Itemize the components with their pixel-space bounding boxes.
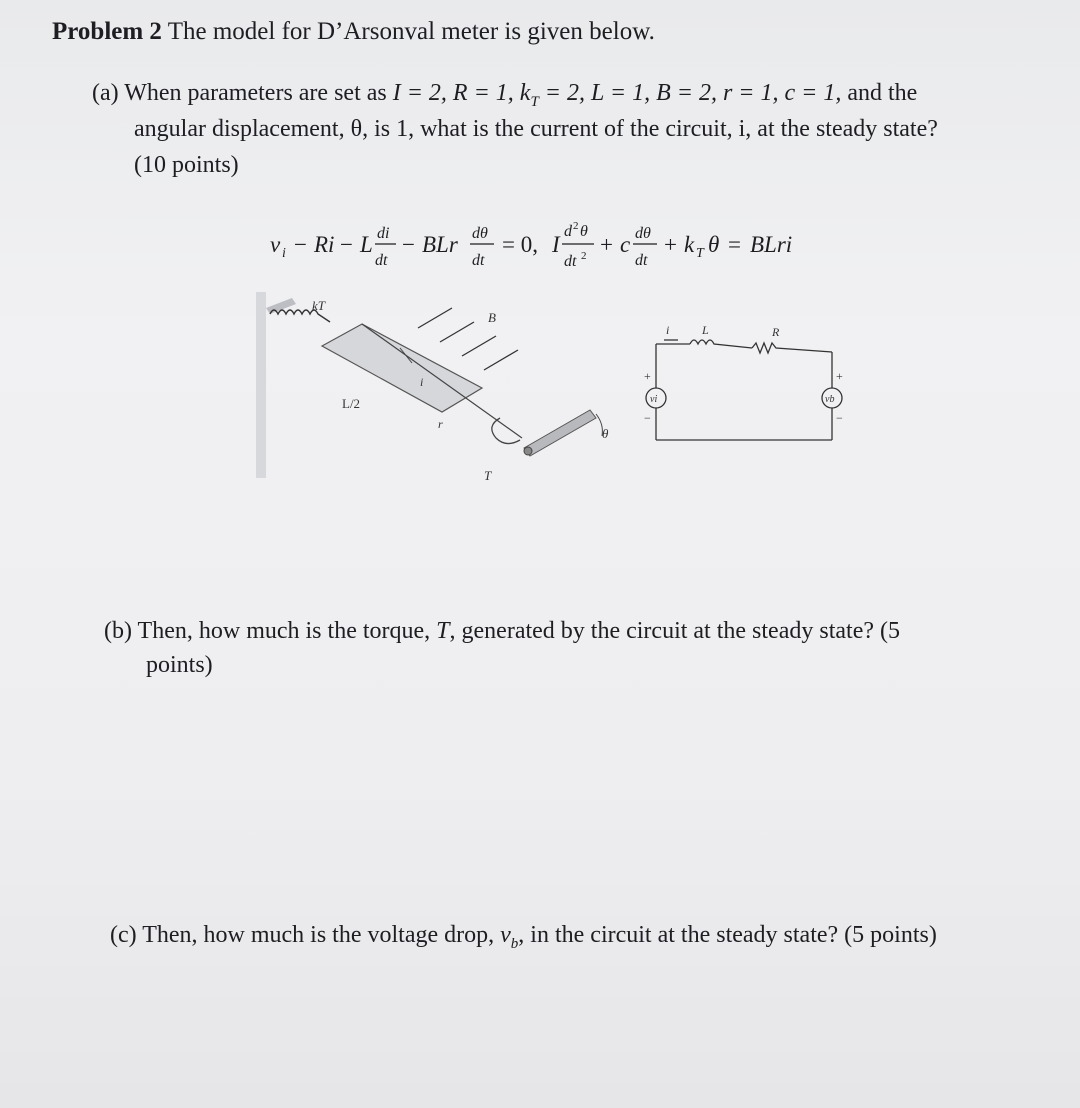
inductor-label: L [702,323,709,337]
vb-plus: + [836,369,843,383]
governing-equation [268,214,908,274]
svg-text:−: − [294,232,307,257]
part-a-end: and the [841,80,918,106]
svg-text:c: c [620,232,631,257]
part-b-var: T [436,618,450,644]
torque-label: T [484,468,492,483]
circuit [646,340,842,440]
svg-text:L: L [360,232,373,257]
part-b-line-2: points) [146,652,213,678]
circuit-current-label: i [666,323,670,337]
wall-support [256,292,266,478]
vi-plus: + [644,369,651,383]
svg-text:−: − [402,232,415,257]
svg-text:θ: θ [708,232,720,257]
svg-text:dt: dt [564,253,577,270]
vb-source-label: vb [825,394,835,405]
part-c-rest: , in the circuit at the steady state? (5 points) [518,922,937,948]
part-b-line-1 [104,618,900,645]
darsonval-meter-figure [252,288,862,488]
part-b-prefix: (b) Then, how much is the torque, [104,618,437,644]
svg-text:+: + [664,232,677,257]
part-c-line-1 [110,922,937,953]
half-length-label: L/2 [342,396,361,411]
torque-arc [492,418,520,444]
kT-label: kT [312,298,325,313]
svg-text:di: di [377,225,390,242]
vi-source-label: vi [650,394,658,405]
svg-text:dθ: dθ [635,225,651,242]
svg-text:2: 2 [573,220,579,232]
svg-text:BLr: BLr [422,232,458,257]
coil-current-label: i [420,375,424,389]
theta-label: θ [602,426,609,441]
svg-text:−: − [340,232,353,257]
svg-text:= 0,: = 0, [502,232,538,257]
svg-text:=: = [728,232,741,257]
part-a-line-3: (10 points) [134,152,239,178]
svg-text:2: 2 [581,250,587,262]
part-c-var: v [500,922,511,948]
svg-text:BLri: BLri [750,232,793,257]
svg-text:dt: dt [635,252,648,269]
svg-text:i: i [282,246,286,261]
magnetic-field-arrows [418,308,518,370]
svg-text:k: k [684,232,695,257]
part-a-line-2: angular displacement, θ, is 1, what is the current of the circuit, i, at the steady state? [134,116,938,142]
svg-text:dθ: dθ [472,225,488,242]
part-a-sub: T [530,93,539,110]
part-a-line-1 [92,80,917,111]
resistor-label: R [772,325,780,339]
B-field-label: B [488,310,496,325]
part-c-sub: b [510,935,519,952]
svg-text:v: v [270,232,281,257]
part-a-params-rest: = 2, L = 1, B = 2, r = 1, c = 1, [538,80,842,106]
svg-text:d: d [564,223,572,240]
meter-pointer [524,410,596,456]
svg-text:Ri: Ri [314,232,335,257]
svg-text:+: + [600,232,613,257]
problem-label: Problem 2 [52,18,162,45]
part-b-rest: , generated by the circuit at the steady state? (5 [449,618,900,644]
part-a-params: I = 2, R = 1, k [392,80,531,106]
radius-label: r [438,417,443,431]
svg-text:dt: dt [472,252,485,269]
problem-heading [52,18,655,46]
svg-text:θ: θ [580,223,588,240]
part-a-prefix: (a) When parameters are set as [92,80,393,106]
part-c-prefix: (c) Then, how much is the voltage drop, [110,922,501,948]
svg-text:T: T [696,246,704,261]
svg-text:dt: dt [375,252,388,269]
vb-minus: − [836,411,843,425]
problem-intro: The model for D’Arsonval meter is given below. [161,18,655,45]
svg-text:I: I [552,232,560,257]
vi-minus: − [644,411,651,425]
